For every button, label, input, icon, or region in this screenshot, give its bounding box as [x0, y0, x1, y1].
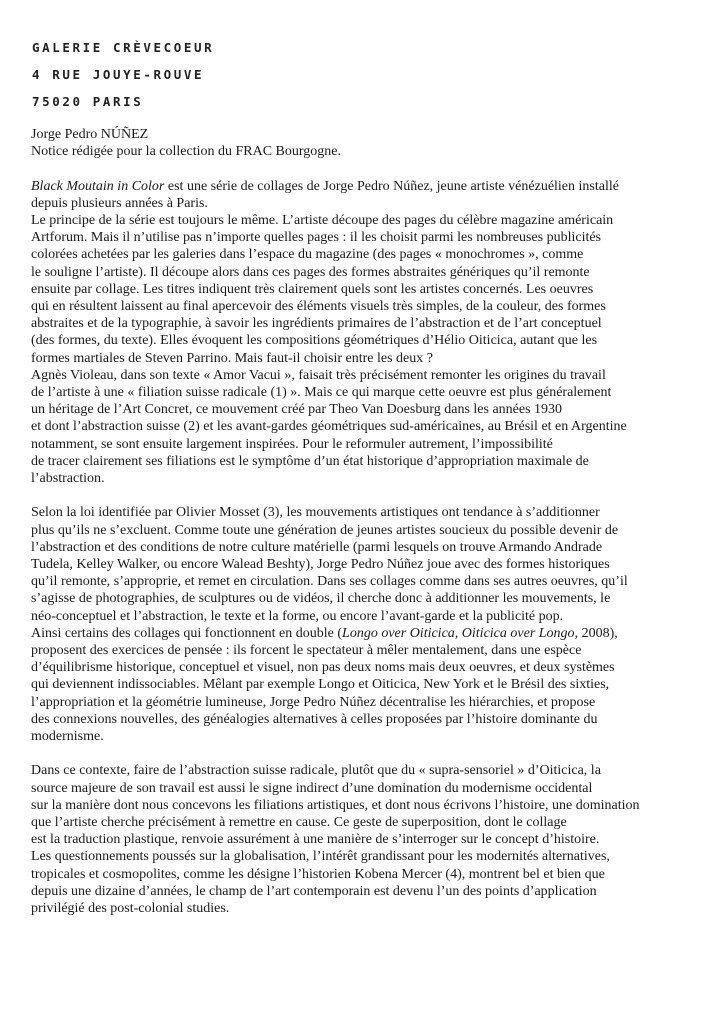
text-line: depuis plusieurs années à Paris. — [31, 195, 208, 211]
paragraph-1-first-line — [31, 178, 701, 195]
paragraph-1 — [31, 178, 701, 488]
text-line: est une série de collages de Jorge Pedro Núñez, jeune artiste vénézuélien installé — [164, 178, 619, 194]
text-line: qu’il remonte, s’approprie, et remet en circulation. Dans ses collages comme dans ses autres oeuvres, qu’il — [31, 574, 628, 590]
paragraph-gap — [31, 160, 701, 177]
text-line: le souligne l’artiste). Il découpe alors dans ces pages des formes abstraites génériques qu’il remonte — [31, 264, 590, 280]
text-segment: Ainsi certains des collages qui fonctionnent en double ( — [31, 625, 343, 641]
text-line: Selon la loi identifiée par Olivier Mosset (3), les mouvements artistiques ont tendance à s’additionner — [31, 505, 600, 521]
text-line: Artforum. Mais il n’utilise pas n’importe quelles pages : il les choisit parmi les nombreuses publicités — [31, 230, 602, 246]
text-line: Dans ce contexte, faire de l’abstraction suisse radicale, plutôt que du « supra-sensoriel » d’Oiticica, la — [31, 763, 601, 779]
paragraph-gap — [31, 745, 701, 762]
notice-subtitle: Notice rédigée pour la collection du FRAC Bourgogne. — [31, 144, 342, 160]
text-line: de l’artiste à une « filiation suisse radicale (1) ». Mais ce qui marque cette oeuvre est plus généralement — [31, 385, 612, 401]
gallery-street: 4 RUE JOUYE-ROUVE — [32, 67, 205, 82]
text-line: l’abstraction. — [31, 471, 105, 487]
text-line: colorées achetées par les galeries dans l’espace du magazine (des pages « monochromes », comme — [31, 247, 584, 263]
text-line: notamment, se sont ensuite largement inspirées. Pour le reformuler autrement, l’impossibilité — [31, 436, 553, 452]
text-line: et dont l’abstraction suisse (2) et les avant-gardes géométriques sud-américaines, au Brésil et en Argentine — [31, 419, 627, 435]
text-line: sur la manière dont nous concevons les filiations artistiques, et dont nous écrivons l’histoire, une domination — [31, 797, 640, 813]
text-line: formes martiales de Steven Parrino. Mais faut-il choisir entre les deux ? — [31, 350, 433, 366]
text-line: (des formes, du texte). Elles évoquent les compositions géométriques d’Hélio Oiticica, autant que les — [31, 333, 598, 349]
artwork-title: Longo over Oiticica, Oiticica over Longo — [342, 625, 575, 641]
text-line: s’agisse de photographies, de sculptures ou de vidéos, il cherche donc à additionner les mouvements, le — [31, 591, 611, 607]
text-line: des connexions nouvelles, des généalogies alternatives à celles proposées par l’histoire dominante du — [31, 711, 598, 727]
text-line: est la traduction plastique, renvoie assurément à une manière de s’interroger sur le concept d’histoire. — [31, 832, 600, 848]
text-line: privilégié des post-colonial studies. — [31, 901, 230, 917]
text-line: depuis une dizaine d’années, le champ de l’art contemporain est devenu l’un des points d’application — [31, 883, 597, 899]
text-line: abstraites et de la typographie, à savoir les ingrédients primaires de l’abstraction et de l’art conceptuel — [31, 316, 602, 332]
text-line: Agnès Violeau, dans son texte « Amor Vacui », faisait très précisément remonter les origines du travail — [31, 367, 606, 383]
text-line: tropicales et cosmopolites, comme les désigne l’historien Kobena Mercer (4), montrent bel et bien que — [31, 866, 605, 882]
text-line: plus qu’ils ne s’excluent. Comme toute une génération de jeunes artistes soucieux du possible devenir de — [31, 522, 619, 538]
text-line: source majeure de son travail est aussi le signe indirect d’une domination du modernisme occidental — [31, 780, 593, 796]
gallery-letterhead — [32, 34, 214, 115]
text-line: d’équilibrisme historique, conceptuel et visuel, non pas deux noms mais deux oeuvres, et deux systèmes — [31, 660, 615, 676]
text-line: proposent des exercices de pensée : ils forcent le spectateur à mêler mentalement, dans une espèce — [31, 643, 582, 659]
text-line: l’appropriation et la géométrie lumineuse, Jorge Pedro Núñez décentralise les hiérarchies, et propose — [31, 694, 596, 710]
text-line: Tudela, Kelley Walker, ou encore Walead Beshty), Jorge Pedro Núñez joue avec des formes historiques — [31, 557, 610, 573]
document-body — [31, 126, 701, 917]
text-line: un héritage de l’Art Concret, ce mouvement créé par Theo Van Doesburg dans les années 1930 — [31, 402, 563, 418]
paragraph-3 — [31, 762, 701, 917]
gallery-name: GALERIE CRÈVECOEUR — [32, 40, 215, 55]
artwork-title: Black Moutain in Color — [31, 178, 165, 194]
text-line: néo-conceptuel et l’abstraction, le texte et la forme, ou encore l’avant-garde et la publicité pop. — [31, 608, 564, 624]
text-line: Les questionnements poussés sur la globalisation, l’intérêt grandissant pour les modernités alternatives, — [31, 849, 610, 865]
text-line: de tracer clairement ses filiations est le symptôme d’un état historique d’appropriation maximale de — [31, 453, 589, 469]
text-line: qui en résultent laissent au final apercevoir des éléments visuels très simples, de la couleur, des formes — [31, 299, 606, 315]
text-line: que l’artiste cherche précisément à remettre en cause. Ce geste de superposition, dont le collage — [31, 815, 567, 831]
text-segment: , 2008), — [574, 625, 618, 641]
gallery-city: 75020 PARIS — [32, 94, 144, 109]
paragraph-gap — [31, 487, 701, 504]
paragraph-2 — [31, 504, 701, 745]
text-line: qui deviennent indissociables. Mêlant par exemple Longo et Oiticica, New York et le Brésil des sixties, — [31, 677, 610, 693]
ainsi-line — [31, 625, 701, 642]
text-line: modernisme. — [31, 729, 104, 745]
text-line: ensuite par collage. Les titres indiquent très clairement quels sont les artistes concernés. Les oeuvres — [31, 281, 594, 297]
text-line: Le principe de la série est toujours le même. L’artiste découpe des pages du célèbre magazine américain — [31, 213, 614, 228]
artist-name: Jorge Pedro NÚÑEZ — [31, 127, 149, 142]
text-line: l’abstraction et des conditions de notre culture matérielle (parmi lesquels on trouve Armando Andrade — [31, 539, 603, 555]
